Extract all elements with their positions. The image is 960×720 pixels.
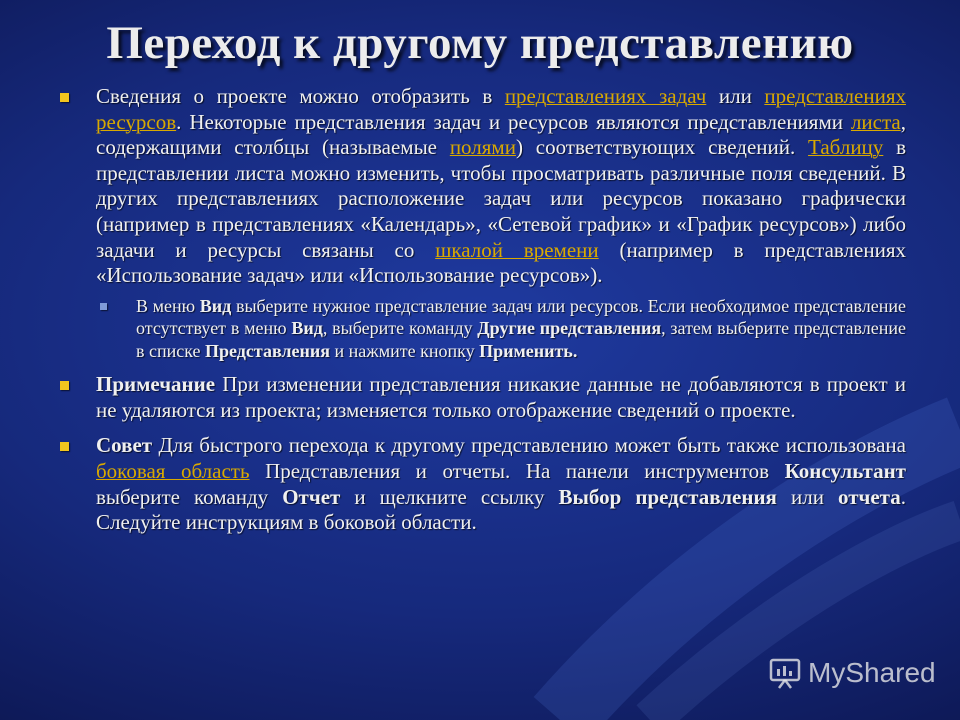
watermark-text: MyShared (808, 657, 936, 688)
slide-title: Переход к другому представлению (106, 17, 854, 69)
link-fields[interactable]: полями (449, 135, 516, 160)
bullet-marker-icon (60, 442, 69, 451)
link-table[interactable]: Таблицу (808, 135, 884, 160)
link-side-pane[interactable]: боковая область (96, 459, 250, 484)
sub-bullet-paragraph-menu: В меню Вид выберите нужное представление задач или ресурсов. Если необходимое представление отсутствует в меню Вид, выберите команду Другие представления, затем выберите представление в списке Представления и нажмите кнопку Применить. (96, 295, 906, 363)
slide-content (56, 84, 906, 536)
link-sheet[interactable]: листа (850, 109, 901, 134)
link-task-views[interactable]: представлениях задач (504, 84, 707, 108)
link-resource-views[interactable]: представлениях ресурсов (96, 84, 906, 134)
link-timescale[interactable]: шкалой времени (435, 237, 599, 262)
bullet-marker-icon (60, 381, 69, 390)
bullet-paragraph-note: Примечание При изменении представления никакие данные не добавляются в проект и не удаляются из проекта; изменяется только отображение сведений о проекте. (56, 372, 906, 423)
bullet-marker-icon (60, 93, 69, 102)
presentation-board-icon (768, 656, 802, 690)
myshared-watermark (768, 656, 936, 690)
sub-bullet-marker-icon (100, 303, 107, 310)
bullet-paragraph-tip: Совет Для быстрого перехода к другому представлению может быть также использована боковая область Представления и отчеты. На панели инструментов Консультант выберите команду Отчет и щелкните ссылку Выбор представления или отчета. Следуйте инструкциям в боковой области. (56, 433, 906, 535)
bullet-paragraph-views: Сведения о проекте можно отобразить в представлениях задач или представлениях ресурсов. Некоторые представления задач и ресурсов являются представлениями листа, содержащими столбцы (называемые полями) соответствующих сведений. Таблицу в представлении листа можно изменить, чтобы просматривать различные поля сведений. В других представлениях расположение задач или ресурсов показано графически (например в представлениях «Календарь», «Сетевой график» и «График ресурсов») либо задачи и ресурсы связаны со шкалой времени (например в представлениях «Использование задач» или «Использование ресурсов»). (56, 84, 906, 289)
